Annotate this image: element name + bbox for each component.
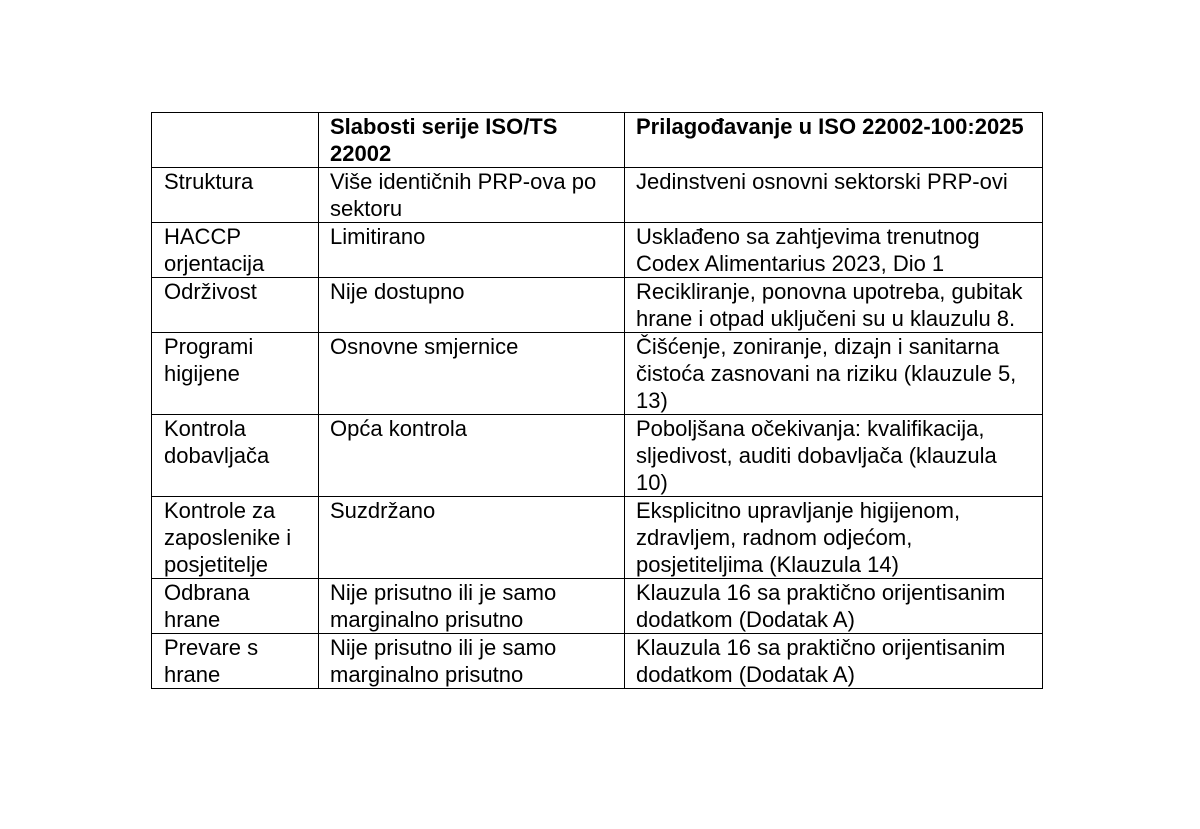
weakness-cell: Nije prisutno ili je samo marginalno prisutno [319, 634, 625, 689]
table-row [152, 223, 1043, 278]
table-row [152, 278, 1043, 333]
weakness-cell: Limitirano [319, 223, 625, 278]
row-label: Kontrole za zaposlenike i posjetitelje [152, 497, 319, 579]
weakness-cell: Opća kontrola [319, 415, 625, 497]
table-row [152, 168, 1043, 223]
weakness-cell: Nije dostupno [319, 278, 625, 333]
adaptation-cell: Eksplicitno upravljanje higijenom, zdravljem, radnom odjećom, posjetiteljima (Klauzula 14) [625, 497, 1043, 579]
row-label: HACCP orjentacija [152, 223, 319, 278]
table-row [152, 579, 1043, 634]
adaptation-cell: Usklađeno sa zahtjevima trenutnog Codex Alimentarius 2023, Dio 1 [625, 223, 1043, 278]
comparison-table [151, 112, 1043, 689]
table-row [152, 497, 1043, 579]
row-label: Prevare s hrane [152, 634, 319, 689]
row-label: Odbrana hrane [152, 579, 319, 634]
table-header-row [152, 113, 1043, 168]
table-row [152, 415, 1043, 497]
weakness-cell: Suzdržano [319, 497, 625, 579]
adaptation-cell: Recikliranje, ponovna upotreba, gubitak hrane i otpad uključeni su u klauzulu 8. [625, 278, 1043, 333]
table-row [152, 634, 1043, 689]
adaptation-cell: Poboljšana očekivanja: kvalifikacija, sljedivost, auditi dobavljača (klauzula 10) [625, 415, 1043, 497]
row-label: Kontrola dobavljača [152, 415, 319, 497]
adaptation-cell: Jedinstveni osnovni sektorski PRP-ovi [625, 168, 1043, 223]
table-row [152, 333, 1043, 415]
weakness-cell: Nije prisutno ili je samo marginalno prisutno [319, 579, 625, 634]
row-label: Struktura [152, 168, 319, 223]
adaptation-cell: Čišćenje, zoniranje, dizajn i sanitarna čistoća zasnovani na riziku (klauzule 5, 13) [625, 333, 1043, 415]
adaptation-cell: Klauzula 16 sa praktično orijentisanim dodatkom (Dodatak A) [625, 579, 1043, 634]
header-adaptation: Prilagođavanje u ISO 22002-100:2025 [625, 113, 1043, 168]
weakness-cell: Osnovne smjernice [319, 333, 625, 415]
row-label: Održivost [152, 278, 319, 333]
header-empty [152, 113, 319, 168]
row-label: Programi higijene [152, 333, 319, 415]
text-cursor-mark [1042, 281, 1043, 305]
adaptation-cell: Klauzula 16 sa praktično orijentisanim dodatkom (Dodatak A) [625, 634, 1043, 689]
weakness-cell: Više identičnih PRP-ova po sektoru [319, 168, 625, 223]
header-weaknesses: Slabosti serije ISO/TS 22002 [319, 113, 625, 168]
